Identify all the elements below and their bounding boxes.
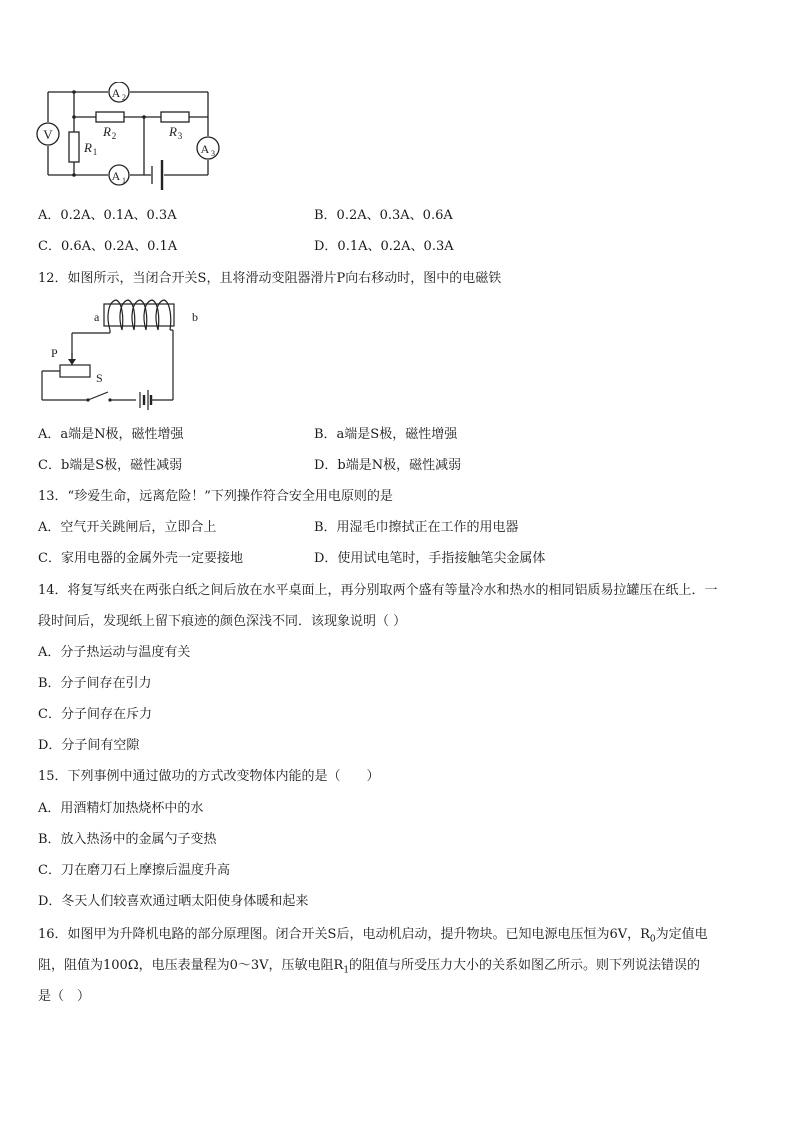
ammeter-a3-sub: 3 — [211, 149, 215, 158]
q16-stem-line2 — [38, 957, 700, 980]
switch-s-label: S — [96, 371, 103, 385]
ammeter-a1-sub: 1 — [122, 176, 126, 185]
q12-stem: 12．如图所示，当闭合开关S，且将滑动变阻器滑片P向右移动时，图中的电磁铁 — [38, 271, 502, 286]
q15-stem: 15．下列事例中通过做功的方式改变物体内能的是（ ） — [38, 769, 380, 784]
voltmeter-label: V — [43, 127, 53, 142]
q11-option-b: B．0.2A、0.3A、0.6A — [314, 208, 453, 223]
q11-option-c: C．0.6A、0.2A、0.1A — [38, 239, 178, 254]
q15-option-d: D．冬天人们较喜欢通过晒太阳使身体暖和起来 — [38, 894, 309, 909]
electromagnet-diagram-q12 — [36, 297, 216, 415]
q12-option-d: D．b端是N极，磁性减弱 — [314, 458, 462, 473]
r1-sub: 1 — [92, 147, 98, 157]
q16-stem-line1-text: 16．如图甲为升降机电路的部分原理图。闭合开关S后，电动机启动，提升物块。已知电源电压恒为6V，R — [38, 927, 650, 942]
q16-r1-subscript: 1 — [343, 965, 350, 976]
q15-option-a: A．用酒精灯加热烧杯中的水 — [38, 801, 204, 816]
slider-p-label: P — [51, 346, 58, 360]
q11-option-d: D．0.1A、0.2A、0.3A — [314, 239, 454, 254]
q16-stem-line1-tail: 为定值电 — [655, 927, 708, 942]
r1-label: R — [84, 140, 92, 155]
q12-option-b: B．a端是S极，磁性增强 — [314, 427, 458, 442]
r2-label: R — [103, 124, 111, 139]
q14-option-a: A．分子热运动与温度有关 — [38, 645, 191, 660]
q16-stem-line2-text: 阻，阻值为100Ω，电压表量程为0～3V，压敏电阻R — [38, 958, 344, 973]
q14-stem-line1: 14．将复写纸夹在两张白纸之间后放在水平桌面上，再分别取两个盛有等量冷水和热水的相同铝质易拉罐压在纸上．一 — [38, 583, 718, 598]
q13-option-d: D．使用试电笔时，手指接触笔尖金属体 — [314, 551, 546, 566]
q12-option-a: A．a端是N极，磁性增强 — [38, 427, 184, 442]
q13-option-b: B．用湿毛巾擦拭正在工作的用电器 — [314, 520, 519, 535]
q11-option-a: A．0.2A、0.1A、0.3A — [38, 208, 177, 223]
r3-sub: 3 — [177, 131, 183, 141]
ammeter-a2-sub: 2 — [122, 93, 126, 102]
q14-stem-line2: 段时间后，发现纸上留下痕迹的颜色深浅不同．该现象说明（ ） — [38, 614, 407, 629]
ammeter-a2-label: A — [111, 86, 121, 100]
circuit-diagram-q11 — [36, 82, 226, 192]
q12-option-c: C．b端是S极，磁性减弱 — [38, 458, 183, 473]
q14-option-b: B．分子间存在引力 — [38, 676, 152, 691]
q15-option-c: C．刀在磨刀石上摩擦后温度升高 — [38, 863, 230, 878]
r3-label: R — [169, 124, 177, 139]
end-b-label: b — [192, 310, 198, 324]
ammeter-a3-label: A — [200, 142, 210, 156]
q16-r0-subscript: 0 — [649, 934, 656, 945]
q16-stem-line1 — [38, 926, 708, 949]
r2-sub: 2 — [111, 131, 117, 141]
q14-option-c: C．分子间存在斥力 — [38, 707, 152, 722]
q15-option-b: B．放入热汤中的金属勺子变热 — [38, 832, 217, 847]
q14-option-d: D．分子间有空隙 — [38, 738, 140, 753]
q13-option-a: A．空气开关跳闸后，立即合上 — [38, 520, 217, 535]
q13-stem: 13．“珍爱生命，远离危险！”下列操作符合安全用电原则的是 — [38, 489, 393, 504]
end-a-label: a — [94, 310, 100, 324]
ammeter-a1-label: A — [111, 169, 121, 183]
q16-stem-line3: 是（ ） — [38, 989, 91, 1004]
q13-option-c: C．家用电器的金属外壳一定要接地 — [38, 551, 243, 566]
q16-stem-line2-tail: 的阻值与所受压力大小的关系如图乙所示。则下列说法错误的 — [349, 958, 701, 973]
